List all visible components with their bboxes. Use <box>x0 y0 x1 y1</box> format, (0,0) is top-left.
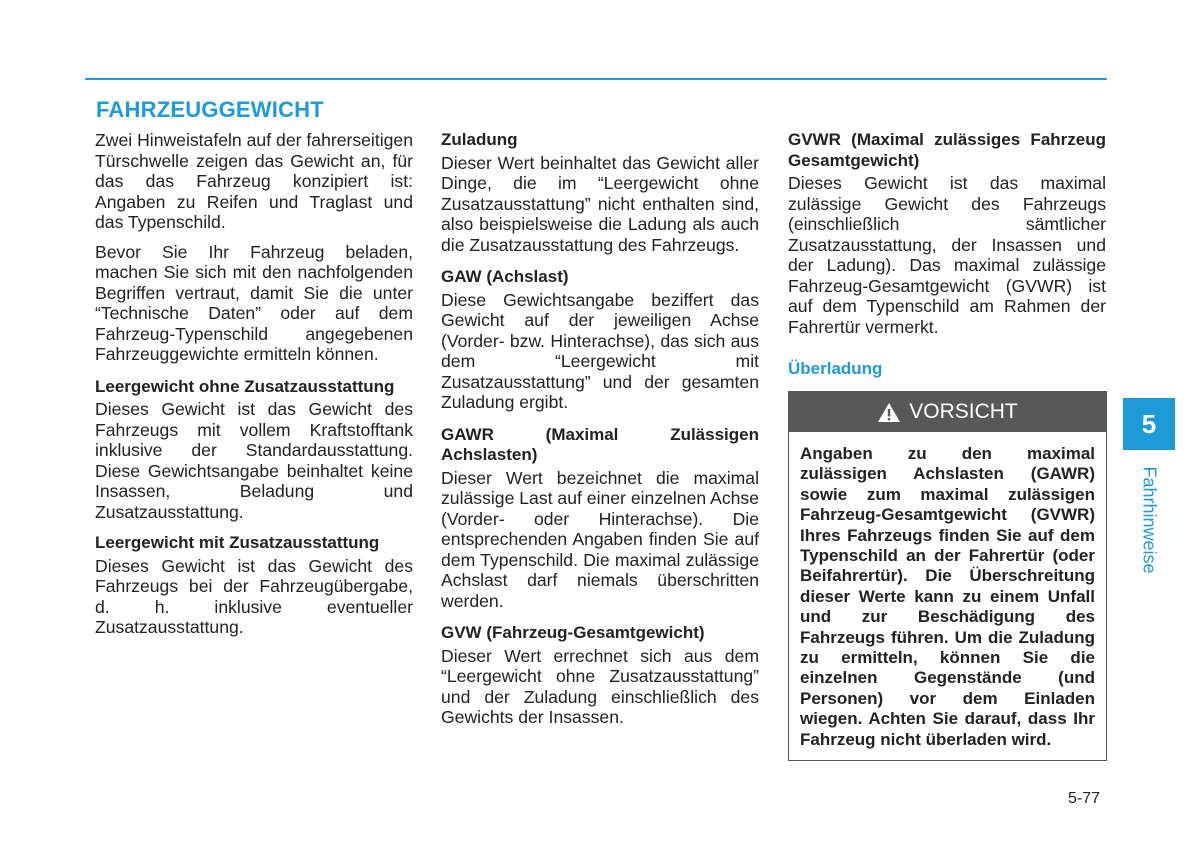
gvwr-paragraph: Dieses Gewicht ist das maximal zulässige Gewicht des Fahrzeugs (einschließlich sämtlicher Zusatzausstattung, der Insassen und der Ladung). Das maximal zulässige Fahrzeug-Gesamtgewicht (GVWR) ist auf dem Typenschild am Rahmen der Fahrertür vermerkt. <box>788 173 1106 337</box>
heading-gvwr: GVWR (Maximal zulässiges Fahrzeug Gesamtgewicht) <box>788 130 1106 170</box>
heading-gvw: GVW (Fahrzeug-Gesamtgewicht) <box>441 623 705 642</box>
terms-paragraph: Bevor Sie Ihr Fahrzeug beladen, machen Sie sich mit den nachfolgenden Begriffen vertraut, damit Sie die unter “Technische Daten” oder auf dem Fahrzeug-Typenschild angegebenen Fahrzeuggewichte ermitteln können. <box>95 241 413 364</box>
header-rule <box>85 78 1107 80</box>
gvw-paragraph: Dieser Wert errechnet sich aus dem “Leergewicht ohne Zusatzausstattung” und der Zuladung einschließlich des Gewichts der Insassen. <box>441 645 759 727</box>
intro-paragraph: Zwei Hinweistafeln auf der fahrerseitigen Türschwelle zeigen das Gewicht an, für das das Fahrzeug konzipiert ist: Angaben zu Reifen und Traglast und das Typenschild. <box>95 130 413 232</box>
heading-gawr: GAWR (Maximal Zulässigen Achslasten) <box>441 424 759 464</box>
heading-leergewicht-ohne: Leergewicht ohne Zusatzausstattung <box>95 376 395 396</box>
heading-leergewicht-mit: Leergewicht mit Zusatzausstattung <box>95 533 380 552</box>
heading-zuladung: Zuladung <box>441 130 518 149</box>
section-title: FAHRZEUGGEWICHT <box>96 97 324 122</box>
gawr-paragraph: Dieser Wert bezeichnet die maximal zulässige Last auf einer einzelnen Achse (Vorder- oder Hinterachse). Die entsprechenden Angaben finden Sie auf dem Typenschild. Die maximal zulässige Achslast darf niemals überschritten werden. <box>441 467 759 611</box>
column-middle <box>441 130 759 728</box>
chapter-tab: 5 <box>1123 398 1175 450</box>
subheading-ueberladung: Überladung <box>788 359 883 378</box>
column-right <box>788 130 1106 761</box>
warning-box <box>788 391 1107 761</box>
heading-gaw: GAW (Achslast) <box>441 267 569 286</box>
warning-title: VORSICHT <box>909 400 1018 423</box>
column-left <box>95 130 413 638</box>
warning-header <box>789 392 1106 432</box>
leergewicht-mit-paragraph: Dieses Gewicht ist das Gewicht des Fahrzeugs bei der Fahrzeugübergabe, d. h. inklusive eventueller Zusatzausstattung. <box>95 555 413 637</box>
warning-triangle-icon <box>877 402 901 423</box>
page-number: 5-77 <box>1068 790 1101 807</box>
leergewicht-ohne-paragraph: Dieses Gewicht ist das Gewicht des Fahrzeugs mit vollem Kraftstofftank inklusive der Standardausstattung. Diese Gewichtsangabe beinhaltet keine Insassen, Beladung und Zusatzausstattung. <box>95 399 413 522</box>
chapter-name: Fahrhinweise <box>1139 466 1160 574</box>
gaw-paragraph: Diese Gewichtsangabe beziffert das Gewicht auf der jeweiligen Achse (Vorder- bzw. Hinterachse), das sich aus dem “Leergewicht mit Zusatzausstattung” und der gesamten Zuladung ergibt. <box>441 289 759 412</box>
zuladung-paragraph: Dieser Wert beinhaltet das Gewicht aller Dinge, die im “Leergewicht ohne Zusatzausstattung” nicht enthalten sind, also beispielsweise die Ladung als auch die Zusatzausstattung des Fahrzeugs. <box>441 152 759 255</box>
warning-text: Angaben zu den maximal zulässigen Achslasten (GAWR) sowie zum maximal zulässigen Fahrzeug-Gesamtgewicht (GVWR) Ihres Fahrzeugs finden Sie auf dem Typenschild an der Fahrertür (oder Beifahrertür). Die Überschreitung dieser Werte kann zu einem Unfall und zur Beschädigung des Fahrzeugs führen. Um die Zuladung zu ermitteln, können Sie die einzelnen Gegenstände (und Personen) vor dem Einladen wiegen. Achten Sie darauf, dass Ihr Fahrzeug nicht überladen wird. <box>800 444 1095 749</box>
